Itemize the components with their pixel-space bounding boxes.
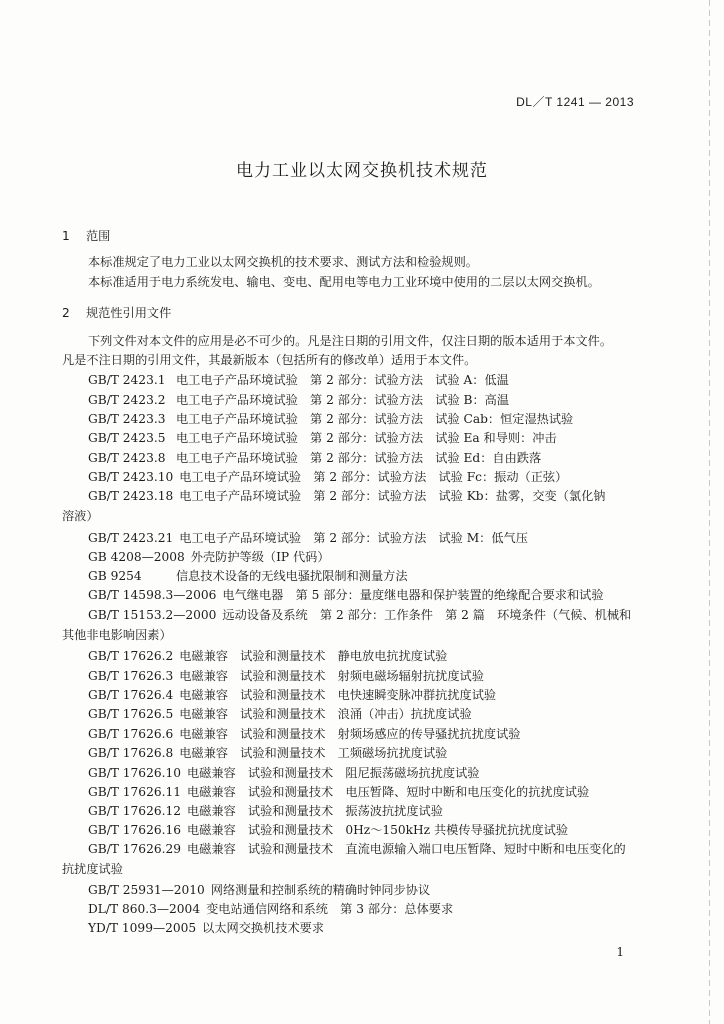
reference-item [88, 568, 408, 584]
reference-title: 电工电子产品环境试验 第 2 部分：试验方法 试验 A：低温 [176, 373, 509, 387]
reference-code: GB/T 25931—2010 [88, 883, 205, 897]
reference-title: 电工电子产品环境试验 第 2 部分：试验方法 试验 Kb：盐雾，交变（氯化钠 [179, 489, 606, 503]
reference-code: GB/T 17626.3 [88, 669, 174, 683]
reference-item [88, 920, 324, 936]
reference-code: GB/T 17626.2 [88, 649, 174, 663]
reference-code: GB/T 17626.29 [88, 842, 181, 856]
reference-code: GB 9254 [88, 569, 142, 583]
reference-title: 电工电子产品环境试验 第 2 部分：试验方法 试验 Ea 和导则：冲击 [176, 431, 557, 445]
reference-code: GB/T 2423.3 [88, 412, 166, 426]
reference-item [88, 430, 557, 446]
reference-title: 电磁兼容 试验和测量技术 直流电源输入端口电压暂降、短时中断和电压变化的 [186, 842, 626, 856]
reference-continuation: 溶液） [62, 509, 99, 523]
reference-title: 电工电子产品环境试验 第 2 部分：试验方法 试验 Fc：振动（正弦） [179, 470, 568, 484]
reference-item [88, 668, 484, 684]
reference-title: 以太网交换机技术要求 [202, 921, 325, 935]
reference-item [88, 411, 573, 427]
reference-item [88, 392, 509, 408]
reference-title: 电气继电器 第 5 部分：量度继电器和保护装置的绝缘配合要求和试验 [222, 588, 604, 602]
section-1-title: 范围 [86, 229, 111, 243]
reference-title: 远动设备及系统 第 2 部分：工作条件 第 2 篇 环境条件（气候、机械和 [222, 608, 632, 622]
reference-code: GB/T 2423.2 [88, 393, 166, 407]
reference-item [88, 488, 606, 504]
section-2-heading [62, 305, 171, 321]
reference-title: 网络测量和控制系统的精确时钟同步协议 [210, 883, 431, 897]
reference-title: 电磁兼容 试验和测量技术 射频电磁场辐射抗扰度试验 [179, 669, 484, 683]
reference-item [88, 822, 568, 838]
reference-item [88, 901, 453, 917]
scan-edge-mark [709, 0, 710, 1024]
reference-code: GB/T 17626.16 [88, 823, 181, 837]
page-number: 1 [616, 945, 624, 959]
reference-code: GB/T 15153.2—2000 [88, 608, 217, 622]
section-2-intro: 凡是不注日期的引用文件，其最新版本（包括所有的修改单）适用于本文件。 [62, 353, 477, 367]
reference-item [88, 784, 589, 800]
reference-title: 电磁兼容 试验和测量技术 电压暂降、短时中断和电压变化的抗扰度试验 [186, 785, 590, 799]
reference-title: 电磁兼容 试验和测量技术 工频磁场抗扰度试验 [179, 746, 448, 760]
reference-continuation: 抗扰度试验 [62, 862, 123, 876]
document-title: 电力工业以太网交换机技术规范 [236, 161, 488, 181]
reference-code: GB/T 17626.6 [88, 727, 174, 741]
reference-item [88, 687, 496, 703]
section-2-title: 规范性引用文件 [86, 306, 172, 320]
reference-item [88, 469, 567, 485]
reference-title: 电工电子产品环境试验 第 2 部分：试验方法 试验 Cab：恒定湿热试验 [176, 412, 574, 426]
reference-title: 信息技术设备的无线电骚扰限制和测量方法 [176, 569, 408, 583]
reference-item [88, 726, 520, 742]
reference-item [88, 841, 626, 857]
reference-item [88, 607, 631, 623]
reference-title: 电工电子产品环境试验 第 2 部分：试验方法 试验 B：高温 [176, 393, 510, 407]
reference-title: 电磁兼容 试验和测量技术 阻尼振荡磁场抗扰度试验 [186, 766, 480, 780]
reference-title: 电工电子产品环境试验 第 2 部分：试验方法 试验 M：低气压 [179, 531, 528, 545]
reference-title: 变电站通信网络和系统 第 3 部分：总体要求 [206, 902, 454, 916]
section-2-intro: 下列文件对本文件的应用是必不可少的。凡是注日期的引用文件，仅注日期的版本适用于本文件。 [88, 334, 613, 348]
reference-code: GB/T 2423.8 [88, 451, 166, 465]
reference-code: GB/T 2423.21 [88, 531, 174, 545]
reference-title: 外壳防护等级（IP 代码） [190, 550, 330, 564]
reference-continuation: 其他非电影响因素） [62, 628, 172, 642]
reference-code: GB/T 17626.4 [88, 688, 174, 702]
reference-title: 电磁兼容 试验和测量技术 0Hz～150kHz 共模传导骚扰抗扰度试验 [186, 823, 569, 837]
reference-code: GB/T 2423.10 [88, 470, 174, 484]
reference-item [88, 530, 528, 546]
reference-code: GB/T 2423.18 [88, 489, 174, 503]
reference-item [88, 882, 430, 898]
section-1-number: 1 [62, 229, 70, 243]
reference-code: GB/T 2423.5 [88, 431, 166, 445]
reference-item [88, 706, 472, 722]
reference-item [88, 549, 330, 565]
reference-code: GB/T 17626.10 [88, 766, 181, 780]
reference-item [88, 745, 447, 761]
section-1-paragraph: 本标准规定了电力工业以太网交换机的技术要求、测试方法和检验规则。 [88, 255, 478, 269]
section-1-heading [62, 228, 110, 244]
reference-item [88, 587, 604, 603]
reference-code: GB/T 17626.12 [88, 804, 181, 818]
reference-code: GB 4208—2008 [88, 550, 185, 564]
reference-item [88, 450, 541, 466]
reference-code: YD/T 1099—2005 [88, 921, 197, 935]
reference-title: 电磁兼容 试验和测量技术 射频场感应的传导骚扰抗扰度试验 [179, 727, 521, 741]
reference-title: 电磁兼容 试验和测量技术 静电放电抗扰度试验 [179, 649, 448, 663]
reference-code: GB/T 14598.3—2006 [88, 588, 217, 602]
reference-title: 电工电子产品环境试验 第 2 部分：试验方法 试验 Ed：自由跌落 [176, 451, 542, 465]
reference-code: GB/T 17626.11 [88, 785, 181, 799]
reference-code: GB/T 17626.8 [88, 746, 174, 760]
reference-title: 电磁兼容 试验和测量技术 浪涌（冲击）抗扰度试验 [179, 707, 472, 721]
standard-number: DL／T 1241 — 2013 [516, 95, 634, 109]
section-1-paragraph: 本标准适用于电力系统发电、输电、变电、配用电等电力工业环境中使用的二层以太网交换机。 [88, 275, 600, 289]
section-2-number: 2 [62, 306, 70, 320]
reference-item [88, 372, 509, 388]
reference-title: 电磁兼容 试验和测量技术 电快速瞬变脉冲群抗扰度试验 [179, 688, 497, 702]
reference-code: GB/T 17626.5 [88, 707, 174, 721]
reference-code: DL/T 860.3—2004 [88, 902, 201, 916]
reference-title: 电磁兼容 试验和测量技术 振荡波抗扰度试验 [186, 804, 443, 818]
reference-item [88, 648, 447, 664]
reference-item [88, 803, 443, 819]
reference-code: GB/T 2423.1 [88, 373, 166, 387]
reference-item [88, 765, 479, 781]
